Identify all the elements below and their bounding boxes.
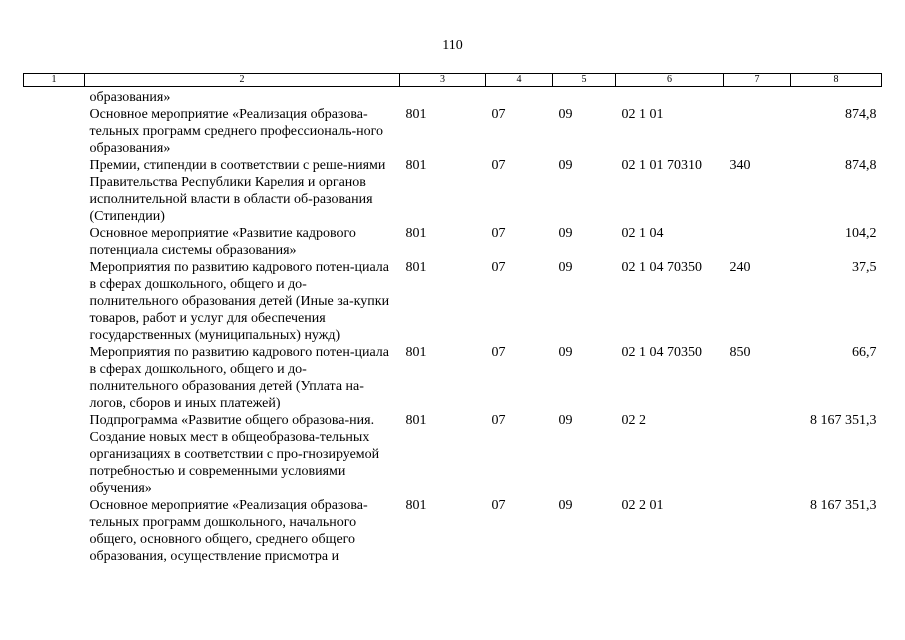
gr-code: 801	[405, 413, 427, 428]
csr-code: 02 1 04 70350	[621, 260, 702, 275]
gr-code: 801	[405, 107, 427, 122]
amount: 874,8	[845, 107, 877, 122]
table-row	[24, 157, 882, 225]
gr-code: 801	[405, 498, 427, 513]
amount: 874,8	[845, 158, 877, 173]
rz-code: 07	[491, 260, 506, 275]
amount: 37,5	[852, 260, 877, 275]
table-row	[24, 106, 882, 157]
gr-code	[400, 87, 486, 107]
vr-code	[724, 497, 791, 565]
header-col-4: 4	[486, 74, 553, 87]
gr-code: 801	[405, 345, 427, 360]
pr-code	[553, 87, 616, 107]
gr-code: 801	[405, 260, 427, 275]
vr-code	[724, 87, 791, 107]
item-name: Основное мероприятие «Реализация образова-тельных программ дошкольного, начального общего, основного общего, среднего общего образования, осуществление присмотра и	[89, 498, 368, 564]
rz-code: 07	[491, 158, 506, 173]
item-name: Премии, стипендии в соответствии с реше-ниями Правительства Республики Карелия и органов исполнительной власти в области об-разования (Стипендии)	[89, 158, 386, 224]
table-body	[24, 87, 882, 566]
csr-code: 02 2 01	[621, 498, 664, 513]
header-col-5: 5	[553, 74, 616, 87]
csr-code: 02 1 01 70310	[621, 158, 702, 173]
table-row	[24, 412, 882, 497]
pr-code: 09	[558, 413, 573, 428]
header-row	[24, 74, 882, 87]
vr-code	[724, 106, 791, 157]
pr-code: 09	[558, 107, 573, 122]
item-name: Мероприятия по развитию кадрового потен-циала в сферах дошкольного, общего и до-полнительного образования детей (Иные за-купки товаров, работ и услуг для обеспечения государственных (муниципальных) нужд)	[89, 260, 390, 343]
amount: 8 167 351,3	[810, 498, 877, 513]
header-col-8: 8	[791, 74, 882, 87]
csr-code	[616, 87, 724, 107]
header-col-2: 2	[85, 74, 400, 87]
pr-code: 09	[558, 158, 573, 173]
pr-code: 09	[558, 345, 573, 360]
rz-code: 07	[491, 226, 506, 241]
table-row	[24, 87, 882, 107]
header-col-3: 3	[400, 74, 486, 87]
amount	[791, 87, 882, 107]
table-row	[24, 225, 882, 259]
item-name: Подпрограмма «Развитие общего образова-ния. Создание новых мест в общеобразова-тельных организациях в соответствии с про-гнозируемой потребностью и современными условиями обучения»	[89, 413, 380, 496]
amount: 8 167 351,3	[810, 413, 877, 428]
vr-code	[724, 412, 791, 497]
csr-code: 02 1 04	[621, 226, 664, 241]
pr-code: 09	[558, 260, 573, 275]
gr-code: 801	[405, 226, 427, 241]
table-row	[24, 259, 882, 344]
csr-code: 02 2	[621, 413, 646, 428]
header-col-6: 6	[616, 74, 724, 87]
item-name: образования»	[89, 90, 171, 105]
amount: 66,7	[852, 345, 877, 360]
rz-code: 07	[491, 413, 506, 428]
header-col-7: 7	[724, 74, 791, 87]
page-number: 110	[442, 38, 463, 53]
item-name: Основное мероприятие «Реализация образова-тельных программ среднего профессиональ-ного образования»	[89, 107, 384, 156]
vr-code: 850	[729, 345, 751, 360]
rz-code: 07	[491, 107, 506, 122]
vr-code: 240	[729, 260, 751, 275]
budget-table	[23, 73, 882, 565]
table-header	[24, 74, 882, 87]
header-col-1: 1	[24, 74, 85, 87]
vr-code: 340	[729, 158, 751, 173]
amount: 104,2	[845, 226, 877, 241]
pr-code: 09	[558, 226, 573, 241]
rz-code: 07	[491, 498, 506, 513]
item-name: Основное мероприятие «Развитие кадрового потенциала системы образования»	[89, 226, 356, 258]
rz-code: 07	[491, 345, 506, 360]
rz-code	[486, 87, 553, 107]
table-row	[24, 344, 882, 412]
vr-code	[724, 225, 791, 259]
csr-code: 02 1 01	[621, 107, 664, 122]
item-name: Мероприятия по развитию кадрового потен-циала в сферах дошкольного, общего и до-полнительного образования детей (Уплата на-логов, сборов и иных платежей)	[89, 345, 390, 411]
gr-code: 801	[405, 158, 427, 173]
csr-code: 02 1 04 70350	[621, 345, 702, 360]
pr-code: 09	[558, 498, 573, 513]
table-row	[24, 497, 882, 565]
